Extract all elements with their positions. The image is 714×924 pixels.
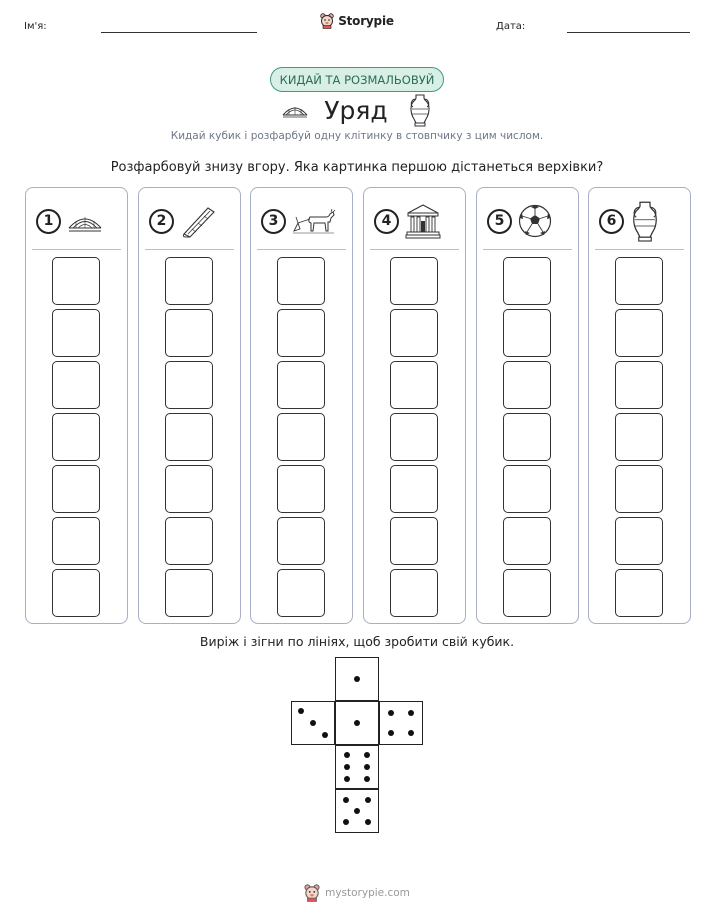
die-face-six [335, 745, 379, 789]
grid-cell[interactable] [52, 517, 100, 565]
grid-cell[interactable] [390, 413, 438, 461]
grid-cell[interactable] [277, 413, 325, 461]
column-1 [25, 187, 128, 624]
brand-logo [0, 13, 714, 29]
temple-icon [405, 203, 441, 239]
die-pip [343, 797, 349, 803]
column-number: 6 [599, 209, 624, 234]
grid-cell[interactable] [165, 517, 213, 565]
grid-cell[interactable] [615, 257, 663, 305]
instruction: Розфарбовуй знизу вгору. Яка картинка першою дістанеться верхівки? [110, 160, 604, 175]
date-line[interactable] [567, 32, 690, 33]
column-3 [250, 187, 353, 624]
column-number: 3 [261, 209, 286, 234]
storypie-logo-icon [320, 13, 334, 29]
die-pip [343, 819, 349, 825]
page-title: Уряд [324, 95, 388, 125]
die-face-one [335, 657, 379, 701]
grid-cell[interactable] [277, 257, 325, 305]
grid-cell[interactable] [165, 413, 213, 461]
grid-cell[interactable] [165, 309, 213, 357]
die-pip [364, 764, 370, 770]
grid-cell[interactable] [503, 257, 551, 305]
column-divider [483, 249, 572, 250]
grid-cell[interactable] [615, 413, 663, 461]
die-face-one [335, 701, 379, 745]
die-face-three [291, 701, 335, 745]
die-face-five [335, 789, 379, 833]
grid-cell[interactable] [52, 257, 100, 305]
column-number: 1 [36, 209, 61, 234]
grid-cell[interactable] [503, 309, 551, 357]
column-4 [363, 187, 466, 624]
grid-cell[interactable] [277, 465, 325, 513]
die-pip [322, 732, 328, 738]
die-pip [388, 730, 394, 736]
die-pip [364, 752, 370, 758]
die-pip [344, 776, 350, 782]
grid-cell[interactable] [52, 569, 100, 617]
column-divider [595, 249, 684, 250]
name-label: Ім'я: [24, 21, 47, 32]
grid-cell[interactable] [52, 361, 100, 409]
cut-instruction: Виріж і зігни по лініях, щоб зробити свій кубик. [199, 634, 515, 649]
die-pip [310, 720, 316, 726]
grid-cell[interactable] [615, 465, 663, 513]
die-face-four [379, 701, 423, 745]
column-divider [145, 249, 234, 250]
grid-cell[interactable] [390, 361, 438, 409]
subtitle: Кидай кубик і розфарбуй одну клітинку в стовпчику з цим числом. [170, 130, 544, 142]
grid-cell[interactable] [277, 569, 325, 617]
column-number: 2 [149, 209, 174, 234]
grid-cell[interactable] [165, 569, 213, 617]
die-pip [364, 776, 370, 782]
column-divider [32, 249, 121, 250]
grid-cell[interactable] [503, 413, 551, 461]
column-6 [588, 187, 691, 624]
column-2 [138, 187, 241, 624]
die-pip [365, 819, 371, 825]
aqueduct-icon [180, 204, 216, 238]
grid-cell[interactable] [390, 257, 438, 305]
amphora-icon [630, 199, 660, 243]
die-pip [354, 720, 360, 726]
grid-cell[interactable] [615, 361, 663, 409]
die-pip [408, 710, 414, 716]
footer [0, 884, 714, 902]
footer-url: mystorypie.com [325, 887, 410, 899]
grid-cell[interactable] [165, 465, 213, 513]
ox-plow-icon [292, 207, 336, 235]
column-number: 4 [374, 209, 399, 234]
grid-cell[interactable] [615, 569, 663, 617]
grid-cell[interactable] [390, 517, 438, 565]
bridge-icon [282, 102, 308, 118]
grid-cell[interactable] [390, 309, 438, 357]
amphora-icon [408, 93, 432, 127]
grid-cell[interactable] [165, 361, 213, 409]
grid-cell[interactable] [390, 569, 438, 617]
title-row [0, 93, 714, 127]
brand-name: Storypie [338, 14, 394, 28]
name-line[interactable] [101, 32, 257, 33]
grid-cell[interactable] [503, 361, 551, 409]
bridge-icon [67, 210, 103, 232]
column-divider [257, 249, 346, 250]
grid-cell[interactable] [165, 257, 213, 305]
die-pip [365, 797, 371, 803]
die-pip [354, 676, 360, 682]
die-pip [408, 730, 414, 736]
grid-cell[interactable] [52, 465, 100, 513]
die-pip [344, 764, 350, 770]
column-number: 5 [487, 209, 512, 234]
die-pip [388, 710, 394, 716]
column-divider [370, 249, 459, 250]
grid-cell[interactable] [277, 517, 325, 565]
grid-cell[interactable] [277, 309, 325, 357]
grid-cell[interactable] [390, 465, 438, 513]
die-pip [354, 808, 360, 814]
grid-cell[interactable] [503, 569, 551, 617]
grid-cell[interactable] [615, 517, 663, 565]
activity-badge: КИДАЙ ТА РОЗМАЛЬОВУЙ [270, 67, 444, 92]
storypie-logo-icon [304, 884, 320, 902]
grid-cell[interactable] [52, 413, 100, 461]
column-5 [476, 187, 579, 624]
grid-cell[interactable] [277, 361, 325, 409]
grid-cell[interactable] [503, 517, 551, 565]
die-pip [344, 752, 350, 758]
soccer-ball-icon [518, 204, 552, 238]
die-pip [298, 708, 304, 714]
grid-cell[interactable] [52, 309, 100, 357]
grid-cell[interactable] [615, 309, 663, 357]
grid-cell[interactable] [503, 465, 551, 513]
date-label: Дата: [496, 21, 526, 32]
